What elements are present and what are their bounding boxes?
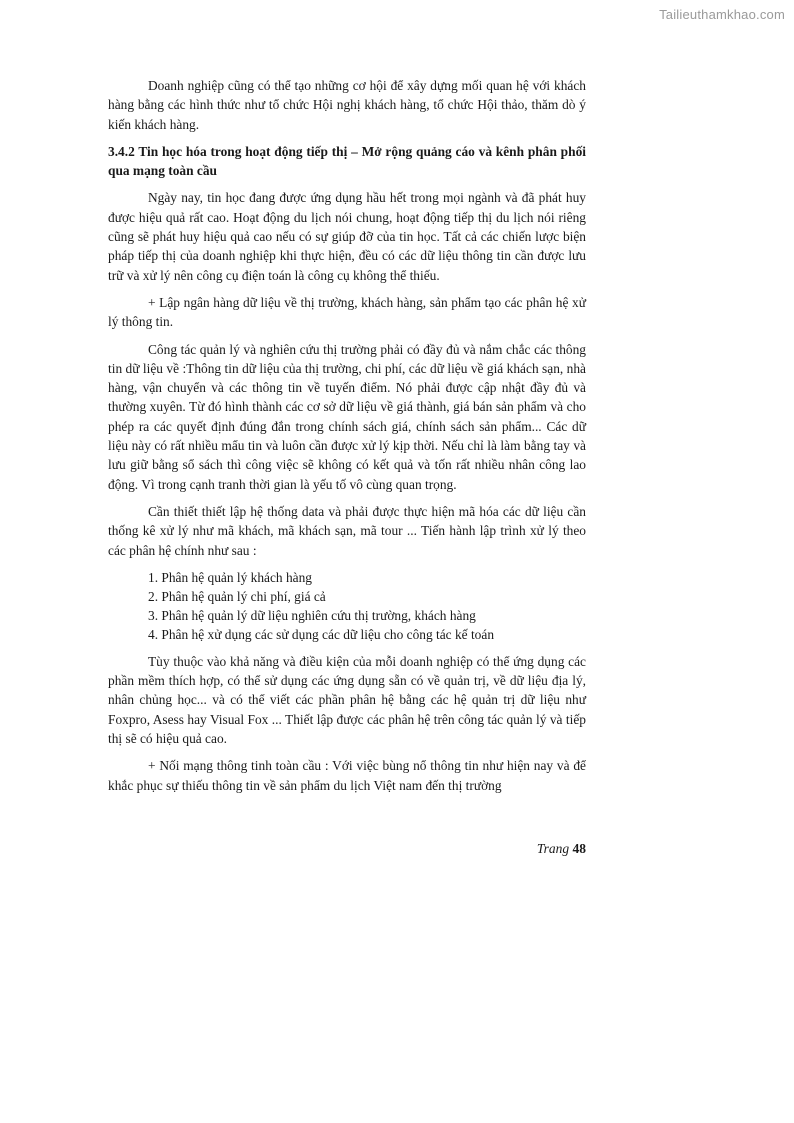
page-number-value: 48 xyxy=(572,841,586,856)
paragraph-software: Tùy thuộc vào khả năng và điều kiện của mỗi doanh nghiệp có thể ứng dụng các phần mềm thích hợp, có thể sử dụng các ứng dụng sẵn có về quản trị, về dữ liệu địa lý, nhân chủng học... và có thể viết các phần phân hệ bằng các hệ quản trị dữ liệu như Foxpro, Asess hay Visual Fox ... Thiết lập được các phân hệ trên công tác quản lý và tiếp thị sẽ có hiệu quả cao. xyxy=(108,653,586,747)
paragraph-data-system: Cần thiết thiết lập hệ thống data và phải được thực hiện mã hóa các dữ liệu cần thống kê xử lý như mã khách, mã khách sạn, mã tour ... Tiến hành lập trình xử lý theo các phân hệ chính như sau : xyxy=(108,503,586,558)
list-item: 4. Phân hệ xử dụng các sử dụng các dữ liệu cho công tác kế toán xyxy=(148,626,495,642)
list-item: 3. Phân hệ quản lý dữ liệu nghiên cứu thị trường, khách hàng xyxy=(148,607,476,623)
module-list xyxy=(108,568,586,644)
paragraph-network: + Nối mạng thông tinh toàn cầu : Với việc bùng nổ thông tin như hiện nay và để khắc phục sự thiếu thông tin về sản phẩm du lịch Việt nam đến thị trường xyxy=(108,758,586,793)
list-item: 2. Phân hệ quản lý chi phí, giá cả xyxy=(148,588,326,604)
paragraph-management: Công tác quản lý và nghiên cứu thị trường phải có đầy đủ và nắm chắc các thông tin dữ liệu về :Thông tin dữ liệu của thị trường, chi phí, các dữ liệu về giá khách sạn, nhà hàng, vận chuyển và các thông tin về tuyến điểm. Nó phải được cập nhật đầy đủ và thường xuyên. Từ đó hình thành các cơ sở dữ liệu về giá thành, giá bán sản phẩm và cho phép ra các quyết định đúng đắn trong chính sách giá, chính sách sản phẩm... Các dữ liệu này có rất nhiều mẩu tin và luôn cần được xử lý kịp thời. Nếu chỉ là làm bằng tay và lưu giữ bằng sổ sách thì công việc sẽ không có kết quả và tốn rất nhiều nhân công lao động. Vì trong cạnh tranh thời gian là yếu tố vô cùng quan trọng. xyxy=(108,341,586,492)
page-label: Trang xyxy=(536,841,570,856)
paragraph-it-overview: Ngày nay, tin học đang được ứng dụng hầu hết trong mọi ngành và đã phát huy được hiệu quả rất cao. Hoạt động du lịch nói chung, hoạt động tiếp thị du lịch nói riêng cũng sẽ phát huy hiệu quả cao nếu có sự giúp đỡ của tin học. Tất cả các chiến lược biện pháp tiếp thị của doanh nghiệp khi thực hiện, đều có các dữ liệu thông tin cần được lưu trữ và xử lý nên công cụ điện toán là công cụ không thể thiếu. xyxy=(108,190,586,283)
paragraph-database: + Lập ngân hàng dữ liệu về thị trường, khách hàng, sản phẩm tạo các phân hệ xử lý thông tin. xyxy=(108,294,586,330)
watermark: Tailieuthamkhao.com xyxy=(659,7,785,22)
document-body xyxy=(108,76,586,803)
section-heading: 3.4.2 Tin học hóa trong hoạt động tiếp thị – Mở rộng quảng cáo và kênh phân phối qua mạng toàn cầu xyxy=(108,143,586,179)
paragraph-intro: Doanh nghiệp cũng có thể tạo những cơ hội để xây dựng mối quan hệ với khách hàng bằng các hình thức như tổ chức Hội nghị khách hàng, tổ chức Hội thảo, thăm dò ý kiến khách hàng. xyxy=(108,78,586,132)
list-item: 1. Phân hệ quản lý khách hàng xyxy=(148,569,312,585)
page-number xyxy=(537,841,586,857)
